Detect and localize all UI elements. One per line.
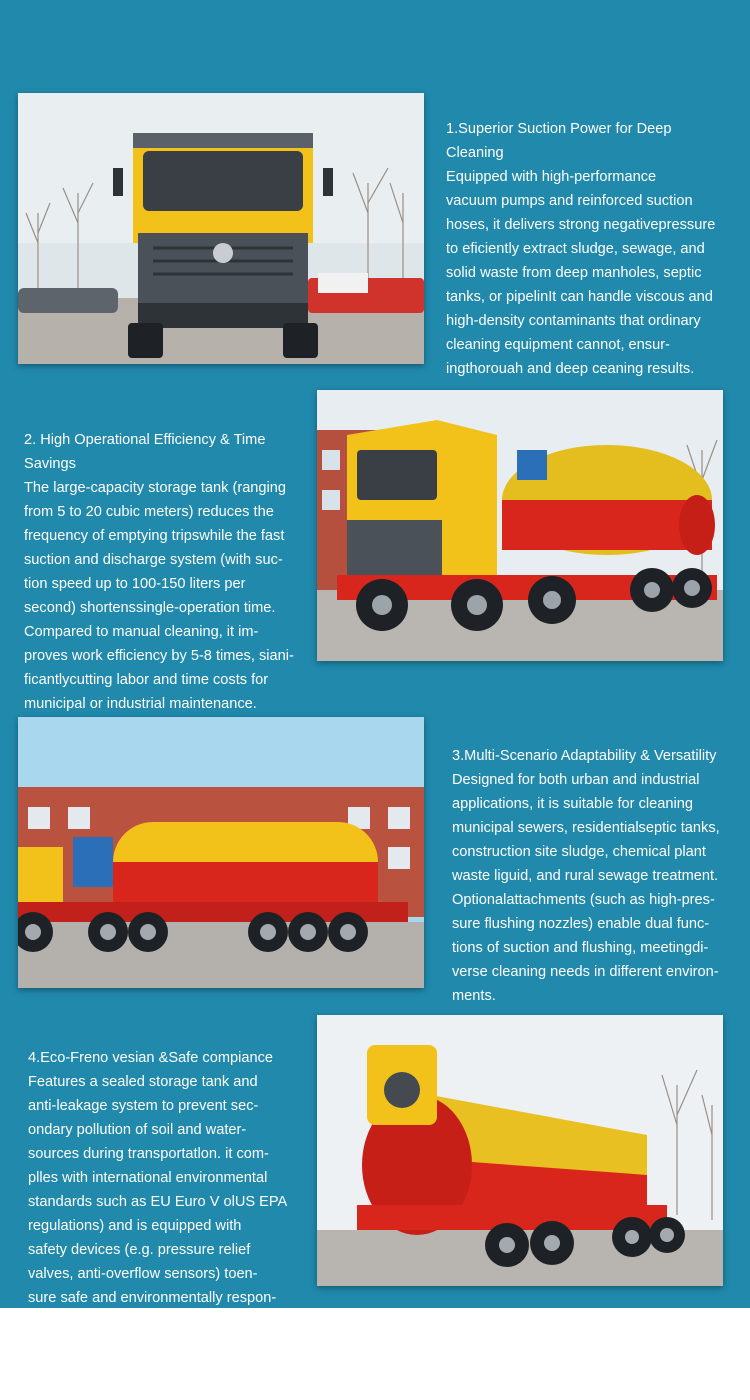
truck-rear-photo <box>317 1015 723 1286</box>
section-3-text <box>452 720 744 1032</box>
truck-three-quarter-photo <box>317 390 723 661</box>
section-3-title: 3.Multi-Scenario Adaptability & Versatility <box>452 748 717 764</box>
section-4-text <box>28 1022 313 1358</box>
truck-side-photo <box>18 717 424 988</box>
section-1-body: Equipped with high-performance vacuum pumps and reinforced suction hoses, it delivers strong negativepressure to eficiently extract sludge, sewage, and solid waste from deep manholes, septic tanks, or pipelinIt can handle viscous and high-density contaminants that ordinary cleaning equipment cannot, ensur- ingthorouah and deep ceaning results. <box>446 169 716 377</box>
section-2-text <box>24 404 314 740</box>
section-1-text <box>446 93 741 405</box>
section-1-title: 1.Superior Suction Power for Deep Cleaning <box>446 121 672 161</box>
section-3-body: Designed for both urban and industrial applications, it is suitable for cleaning municipal sewers, residentialseptic tanks, construction site sludge, chemical plant waste liguid, and rural sewage treatment. Optionalattachments (such as high-pres- sure flushing nozzles) enable dual func- tions of suction and flushing, meetingdi- verse cleaning needs in different environ- ments. <box>452 772 720 1004</box>
section-4-title: 4.Eco-Freno vesian &Safe compiance <box>28 1050 273 1066</box>
section-2-body: The large-capacity storage tank (ranging from 5 to 20 cubic meters) reduces the frequency of emptying tripswhile the fast suction and discharge system (with suc- tion speed up to 100-150 liters per second) shortenssingle-operation time. Compared to manual cleaning, it im- proves work efficiency by 5-8 times, siani- ficantlycutting labor and time costs for municipal or industrial maintenance. <box>24 480 294 712</box>
truck-front-photo <box>18 93 424 364</box>
section-2-title: 2. High Operational Efficiency & Time Savings <box>24 432 266 472</box>
section-4-body: Features a sealed storage tank and anti-leakage system to prevent sec- ondary pollution of soil and water- sources during transportatlon. it com- plles with international environmental standards such as EU Euro V olUS EPA regulations) and is equipped with safety devices (e.g. pressure relief valves, anti-overflow sensors) toen- sure safe and environmentally respon- sible operations. <box>28 1074 288 1330</box>
